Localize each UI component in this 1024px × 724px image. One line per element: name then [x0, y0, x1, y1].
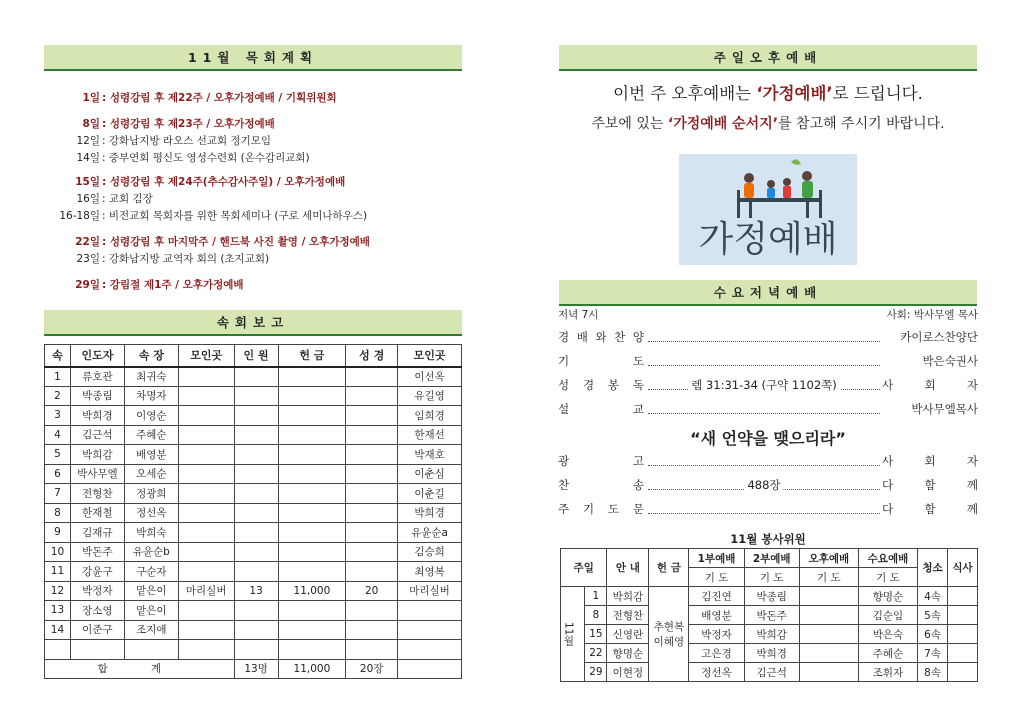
- table-cell: 7: [45, 484, 71, 504]
- s1-cell: 정선옥: [689, 663, 744, 682]
- table-cell: [178, 445, 234, 465]
- attendance-table: [44, 344, 462, 679]
- table-cell: 정광희: [124, 484, 178, 504]
- table-cell: [124, 640, 178, 660]
- table-cell: 11,000: [278, 581, 346, 601]
- afternoon-header: [559, 45, 977, 71]
- table-cell: 배영분: [124, 445, 178, 465]
- meal-cell: [948, 606, 978, 625]
- table-cell: 마리실버: [178, 581, 234, 601]
- order-value: 다 함 께: [882, 478, 978, 492]
- table-cell: 전형찬: [70, 484, 124, 504]
- th-offering: 헌 금: [649, 549, 689, 587]
- order-leader: [648, 457, 880, 466]
- table-cell: [234, 503, 278, 523]
- schedule-date: 1일: [82, 92, 100, 104]
- table-cell: 정선옥: [124, 503, 178, 523]
- order-line: [558, 328, 978, 346]
- table-cell: [234, 620, 278, 640]
- table-cell: [234, 484, 278, 504]
- table-cell: 박희경: [70, 406, 124, 426]
- total-row: [45, 659, 462, 679]
- table-cell: [278, 367, 346, 387]
- order-value: 다 함 께: [882, 502, 978, 516]
- intro2-pre: 주보에 있는: [591, 116, 668, 132]
- usher-cell: 이현정: [607, 663, 649, 682]
- total-label: 합 계: [45, 659, 235, 679]
- meal-cell: [948, 587, 978, 606]
- schedule-text: : 성령강림 후 제23주 / 오후가정예배: [102, 118, 275, 130]
- table-row: [45, 562, 462, 582]
- order-label: 설 교: [558, 402, 644, 416]
- schedule-text: : 성령강림 후 제24주(추수감사주일) / 오후가정예배: [102, 176, 346, 188]
- wed-cell: 박은숙: [858, 625, 917, 644]
- month-label: 11월: [562, 622, 575, 646]
- table-row: [45, 503, 462, 523]
- table-cell: 장소영: [70, 601, 124, 621]
- day-cell: 29: [585, 663, 607, 682]
- s1-cell: 배영분: [689, 606, 744, 625]
- table-cell: 20: [346, 581, 398, 601]
- pm-cell: [799, 644, 858, 663]
- s2-cell: 박종림: [744, 587, 799, 606]
- order-leader: [648, 405, 880, 414]
- table-cell: 맡은이: [124, 581, 178, 601]
- table-cell: [346, 503, 398, 523]
- schedule-text: : 강화남지방 라오스 선교회 정기모임: [102, 135, 272, 147]
- table-row: [561, 625, 978, 644]
- table-row: [45, 406, 462, 426]
- intro-line-1: [512, 80, 1024, 104]
- table-cell: 유윤순b: [124, 542, 178, 562]
- table-cell: 유길영: [398, 386, 462, 406]
- total-count: 13명: [234, 659, 278, 679]
- table-cell: 5: [45, 445, 71, 465]
- table-cell: 1: [45, 367, 71, 387]
- meal-cell: [948, 644, 978, 663]
- order-leader: [648, 505, 880, 514]
- table-cell: 2: [45, 386, 71, 406]
- table-cell: [178, 523, 234, 543]
- schedule-item: [0, 133, 271, 148]
- table-cell: [398, 640, 462, 660]
- report-col-header: 속: [45, 345, 71, 367]
- order-value: 박은숙권사: [922, 354, 978, 368]
- order-value: 사 회 자: [882, 378, 978, 392]
- table-cell: [178, 386, 234, 406]
- table-cell: 오세순: [124, 464, 178, 484]
- pm-cell: [799, 587, 858, 606]
- table-cell: [234, 445, 278, 465]
- table-cell: [278, 640, 346, 660]
- table-cell: 박희경: [398, 503, 462, 523]
- table-cell: 11: [45, 562, 71, 582]
- schedule-text: : 비전교회 목회자를 위한 목회세미나 (구로 세미나하우스): [102, 210, 368, 222]
- table-cell: 6: [45, 464, 71, 484]
- th-wed: 수요예배: [858, 549, 917, 568]
- table-cell: [278, 484, 346, 504]
- order-leader: [648, 333, 880, 342]
- table-cell: [234, 386, 278, 406]
- table-cell: [398, 620, 462, 640]
- right-page: [512, 0, 1024, 724]
- th-prayer-1: 기 도: [689, 568, 744, 587]
- schedule-item: [0, 90, 337, 105]
- table-cell: [398, 601, 462, 621]
- clean-cell: 8속: [918, 663, 948, 682]
- order-detail: 488장: [744, 477, 783, 493]
- table-cell: [278, 542, 346, 562]
- order-label: 주 기 도 문: [558, 502, 644, 516]
- th-s2: 2부예배: [744, 549, 799, 568]
- report-col-header: 속 장: [124, 345, 178, 367]
- table-cell: 8: [45, 503, 71, 523]
- table-cell: [346, 562, 398, 582]
- schedule-text: : 중부연회 평신도 영성수련회 (온수감리교회): [102, 152, 310, 164]
- order-value: 카이로스찬양단: [900, 330, 978, 344]
- th-s1: 1부예배: [689, 549, 744, 568]
- wednesday-header: [559, 280, 977, 306]
- order-label: 찬 송: [558, 478, 644, 492]
- schedule-date: 16일: [76, 193, 100, 205]
- th-usher: 안 내: [607, 549, 649, 587]
- offering-person: 이혜영: [653, 636, 685, 648]
- usher-cell: 전형찬: [607, 606, 649, 625]
- offering-cell: [649, 587, 689, 682]
- logo-text: 가정예배: [698, 219, 838, 260]
- table-cell: [234, 562, 278, 582]
- table-cell: 조지애: [124, 620, 178, 640]
- usher-cell: 박희감: [607, 587, 649, 606]
- table-cell: [278, 464, 346, 484]
- table-cell: [178, 406, 234, 426]
- table-cell: 이춘길: [398, 484, 462, 504]
- table-row: [45, 542, 462, 562]
- table-cell: 13: [45, 601, 71, 621]
- table-cell: [178, 464, 234, 484]
- table-cell: 한재철: [70, 503, 124, 523]
- table-cell: [234, 523, 278, 543]
- table-cell: 유윤순a: [398, 523, 462, 543]
- schedule-date: 23일: [76, 253, 100, 265]
- intro1-pre: 이번 주 오후예배는: [613, 84, 757, 103]
- table-cell: [278, 620, 346, 640]
- table-cell: [346, 445, 398, 465]
- report-title: 속회보고: [216, 315, 290, 330]
- day-cell: 1: [585, 587, 607, 606]
- th-week: 주일: [561, 549, 607, 587]
- table-cell: [178, 601, 234, 621]
- wed-cell: 김순임: [858, 606, 917, 625]
- report-col-header: 인도자: [70, 345, 124, 367]
- month-cell: [561, 587, 585, 682]
- report-col-header: 인 원: [234, 345, 278, 367]
- table-cell: [346, 484, 398, 504]
- table-cell: [178, 640, 234, 660]
- schedule-date: 29일: [75, 279, 100, 291]
- table-cell: 김승희: [398, 542, 462, 562]
- th-meal: 식사: [948, 549, 978, 587]
- table-cell: 박돈주: [70, 542, 124, 562]
- total-bible: 20장: [346, 659, 398, 679]
- schedule-item: [0, 251, 269, 266]
- table-cell: [178, 562, 234, 582]
- table-cell: 박정자: [70, 581, 124, 601]
- table-cell: [178, 367, 234, 387]
- order-label: 경 배 와 찬 양: [558, 330, 644, 344]
- table-cell: 9: [45, 523, 71, 543]
- schedule-text: : 교회 김장: [102, 193, 153, 205]
- table-cell: [234, 464, 278, 484]
- schedule-item: [0, 191, 153, 206]
- clean-cell: 5속: [918, 606, 948, 625]
- table-cell: [45, 640, 71, 660]
- table-cell: 구순자: [124, 562, 178, 582]
- order-leader: [648, 377, 880, 392]
- clean-cell: 6속: [918, 625, 948, 644]
- table-row: [45, 484, 462, 504]
- wednesday-meta: [558, 307, 978, 322]
- schedule-date: 15일: [75, 176, 100, 188]
- table-cell: [178, 503, 234, 523]
- table-cell: 주혜순: [124, 425, 178, 445]
- table-cell: 맡은이: [124, 601, 178, 621]
- table-cell: [346, 640, 398, 660]
- table-cell: 14: [45, 620, 71, 640]
- schedule-text: : 성령강림 후 마지막주 / 핸드북 사진 촬영 / 오후가정예배: [102, 236, 370, 248]
- clean-cell: 7속: [918, 644, 948, 663]
- service-table: [560, 548, 978, 682]
- table-row: [45, 640, 462, 660]
- table-cell: 한재선: [398, 425, 462, 445]
- day-cell: 15: [585, 625, 607, 644]
- table-cell: [346, 620, 398, 640]
- wed-cell: 주혜순: [858, 644, 917, 663]
- schedule-item: [0, 277, 244, 292]
- schedule-item: [0, 116, 275, 131]
- wed-cell: 조휘자: [858, 663, 917, 682]
- table-row: [45, 601, 462, 621]
- report-col-header: 헌 금: [278, 345, 346, 367]
- table-row: [45, 620, 462, 640]
- table-cell: [278, 406, 346, 426]
- table-cell: 이춘심: [398, 464, 462, 484]
- table-cell: 이선옥: [398, 367, 462, 387]
- table-row: [45, 581, 462, 601]
- table-cell: 박종림: [70, 386, 124, 406]
- schedule-title: 11월 목회계획: [187, 50, 319, 65]
- order-label: 기 도: [558, 354, 644, 368]
- order-label: 성 경 봉 독: [558, 378, 644, 392]
- table-cell: 박사무엘: [70, 464, 124, 484]
- table-cell: 김근석: [70, 425, 124, 445]
- service-time: 저녁 7시: [558, 309, 599, 321]
- table-cell: [346, 464, 398, 484]
- table-cell: [234, 406, 278, 426]
- table-row: [561, 587, 978, 606]
- table-cell: 박희감: [70, 445, 124, 465]
- intro2-post: 를 참고해 주시기 바랍니다.: [778, 116, 945, 132]
- table-row: [45, 386, 462, 406]
- table-cell: 3: [45, 406, 71, 426]
- order-leader: [648, 477, 880, 492]
- th-prayer-2: 기 도: [744, 568, 799, 587]
- order-value: 사 회 자: [882, 454, 978, 468]
- report-col-header: 모인곳: [398, 345, 462, 367]
- table-cell: [278, 562, 346, 582]
- order-line: [558, 500, 978, 518]
- table-cell: 이준구: [70, 620, 124, 640]
- meal-cell: [948, 663, 978, 682]
- table-cell: 박희숙: [124, 523, 178, 543]
- table-row: [45, 367, 462, 387]
- day-cell: 22: [585, 644, 607, 663]
- schedule-text: : 강화남지방 교역자 회의 (초지교회): [102, 253, 270, 265]
- clean-cell: 4속: [918, 587, 948, 606]
- schedule-header: [44, 45, 462, 71]
- table-cell: [278, 425, 346, 445]
- schedule-item: [0, 208, 367, 223]
- table-cell: [178, 542, 234, 562]
- table-cell: [278, 523, 346, 543]
- table-row: [45, 425, 462, 445]
- table-row: [561, 663, 978, 682]
- order-line: [558, 400, 978, 418]
- service-title: 11월 봉사위원: [730, 532, 806, 546]
- total-empty: [398, 659, 462, 679]
- family-worship-logo: [679, 154, 857, 265]
- table-cell: [278, 601, 346, 621]
- table-cell: 마리실버: [398, 581, 462, 601]
- order-label: 광 고: [558, 454, 644, 468]
- schedule-item: [0, 174, 345, 189]
- table-cell: [346, 386, 398, 406]
- schedule-date: 12일: [76, 135, 100, 147]
- table-cell: 4: [45, 425, 71, 445]
- family-table-icon: [679, 154, 857, 265]
- schedule-date: 8일: [82, 118, 100, 130]
- report-col-header: 모인곳: [178, 345, 234, 367]
- s2-cell: 김근석: [744, 663, 799, 682]
- table-cell: [346, 367, 398, 387]
- intro1-post: 로 드립니다.: [832, 84, 923, 103]
- table-cell: 박재호: [398, 445, 462, 465]
- table-cell: 강윤구: [70, 562, 124, 582]
- order-value: 박사무엘목사: [911, 402, 978, 416]
- table-cell: [278, 445, 346, 465]
- table-cell: [346, 542, 398, 562]
- table-row: [45, 523, 462, 543]
- intro-line-2: [512, 113, 1024, 133]
- table-cell: [234, 542, 278, 562]
- table-cell: [278, 386, 346, 406]
- table-cell: [234, 601, 278, 621]
- schedule-item: [0, 234, 370, 249]
- pm-cell: [799, 606, 858, 625]
- order-line: [558, 452, 978, 470]
- table-cell: 12: [45, 581, 71, 601]
- wednesday-title: 수요저녁예배: [713, 285, 823, 300]
- report-header: [44, 310, 462, 336]
- table-cell: 최귀숙: [124, 367, 178, 387]
- order-leader: [648, 357, 880, 366]
- wed-cell: 향명순: [858, 587, 917, 606]
- table-cell: [346, 425, 398, 445]
- usher-cell: 향명순: [607, 644, 649, 663]
- th-clean: 청소: [918, 549, 948, 587]
- schedule-item: [0, 150, 310, 165]
- s1-cell: 박정자: [689, 625, 744, 644]
- table-cell: 최영복: [398, 562, 462, 582]
- schedule-text: : 성령강림 후 제22주 / 오후가정예배 / 기획위원회: [102, 92, 337, 104]
- usher-cell: 신영란: [607, 625, 649, 644]
- table-cell: [346, 406, 398, 426]
- s2-cell: 박돈주: [744, 606, 799, 625]
- s1-cell: 고은경: [689, 644, 744, 663]
- table-cell: [278, 503, 346, 523]
- pm-cell: [799, 625, 858, 644]
- table-cell: [234, 425, 278, 445]
- table-cell: [346, 601, 398, 621]
- total-offering: 11,000: [278, 659, 346, 679]
- table-cell: 10: [45, 542, 71, 562]
- intro2-highlight: ‘가정예배 순서지’: [667, 116, 779, 132]
- table-cell: [234, 640, 278, 660]
- s2-cell: 박희감: [744, 625, 799, 644]
- table-cell: [70, 640, 124, 660]
- order-line: [558, 476, 978, 494]
- meal-cell: [948, 625, 978, 644]
- day-cell: 8: [585, 606, 607, 625]
- offering-person: 추현복: [653, 621, 685, 633]
- pm-cell: [799, 663, 858, 682]
- table-cell: 류호관: [70, 367, 124, 387]
- schedule-text: : 강림절 제1주 / 오후가정예배: [102, 279, 244, 291]
- table-row: [561, 606, 978, 625]
- table-cell: 이영순: [124, 406, 178, 426]
- order-line: [558, 376, 978, 394]
- table-cell: [234, 367, 278, 387]
- table-cell: [178, 425, 234, 445]
- report-col-header: 성 경: [346, 345, 398, 367]
- sermon-title: “새 언약을 맺으리라”: [690, 429, 846, 448]
- table-cell: [178, 484, 234, 504]
- table-cell: 김재규: [70, 523, 124, 543]
- table-cell: 13: [234, 581, 278, 601]
- table-cell: 임희경: [398, 406, 462, 426]
- presider: 사회: 박사무엘 목사: [886, 309, 978, 321]
- afternoon-title: 주일오후예배: [713, 50, 823, 65]
- table-row: [45, 464, 462, 484]
- table-row: [561, 644, 978, 663]
- order-line: [558, 352, 978, 370]
- table-cell: [178, 620, 234, 640]
- table-cell: [346, 523, 398, 543]
- s2-cell: 박희경: [744, 644, 799, 663]
- table-row: [45, 445, 462, 465]
- schedule-date: 22일: [75, 236, 100, 248]
- intro1-highlight: ‘가정예배’: [756, 84, 833, 103]
- schedule-date: 16-18일: [59, 210, 100, 222]
- th-pm: 오후예배: [799, 549, 858, 568]
- s1-cell: 김진연: [689, 587, 744, 606]
- th-prayer-3: 기 도: [799, 568, 858, 587]
- order-detail: 렘 31:31-34 (구약 1102쪽): [688, 377, 840, 393]
- th-prayer-4: 기 도: [858, 568, 917, 587]
- table-cell: 차명자: [124, 386, 178, 406]
- schedule-date: 14일: [76, 152, 100, 164]
